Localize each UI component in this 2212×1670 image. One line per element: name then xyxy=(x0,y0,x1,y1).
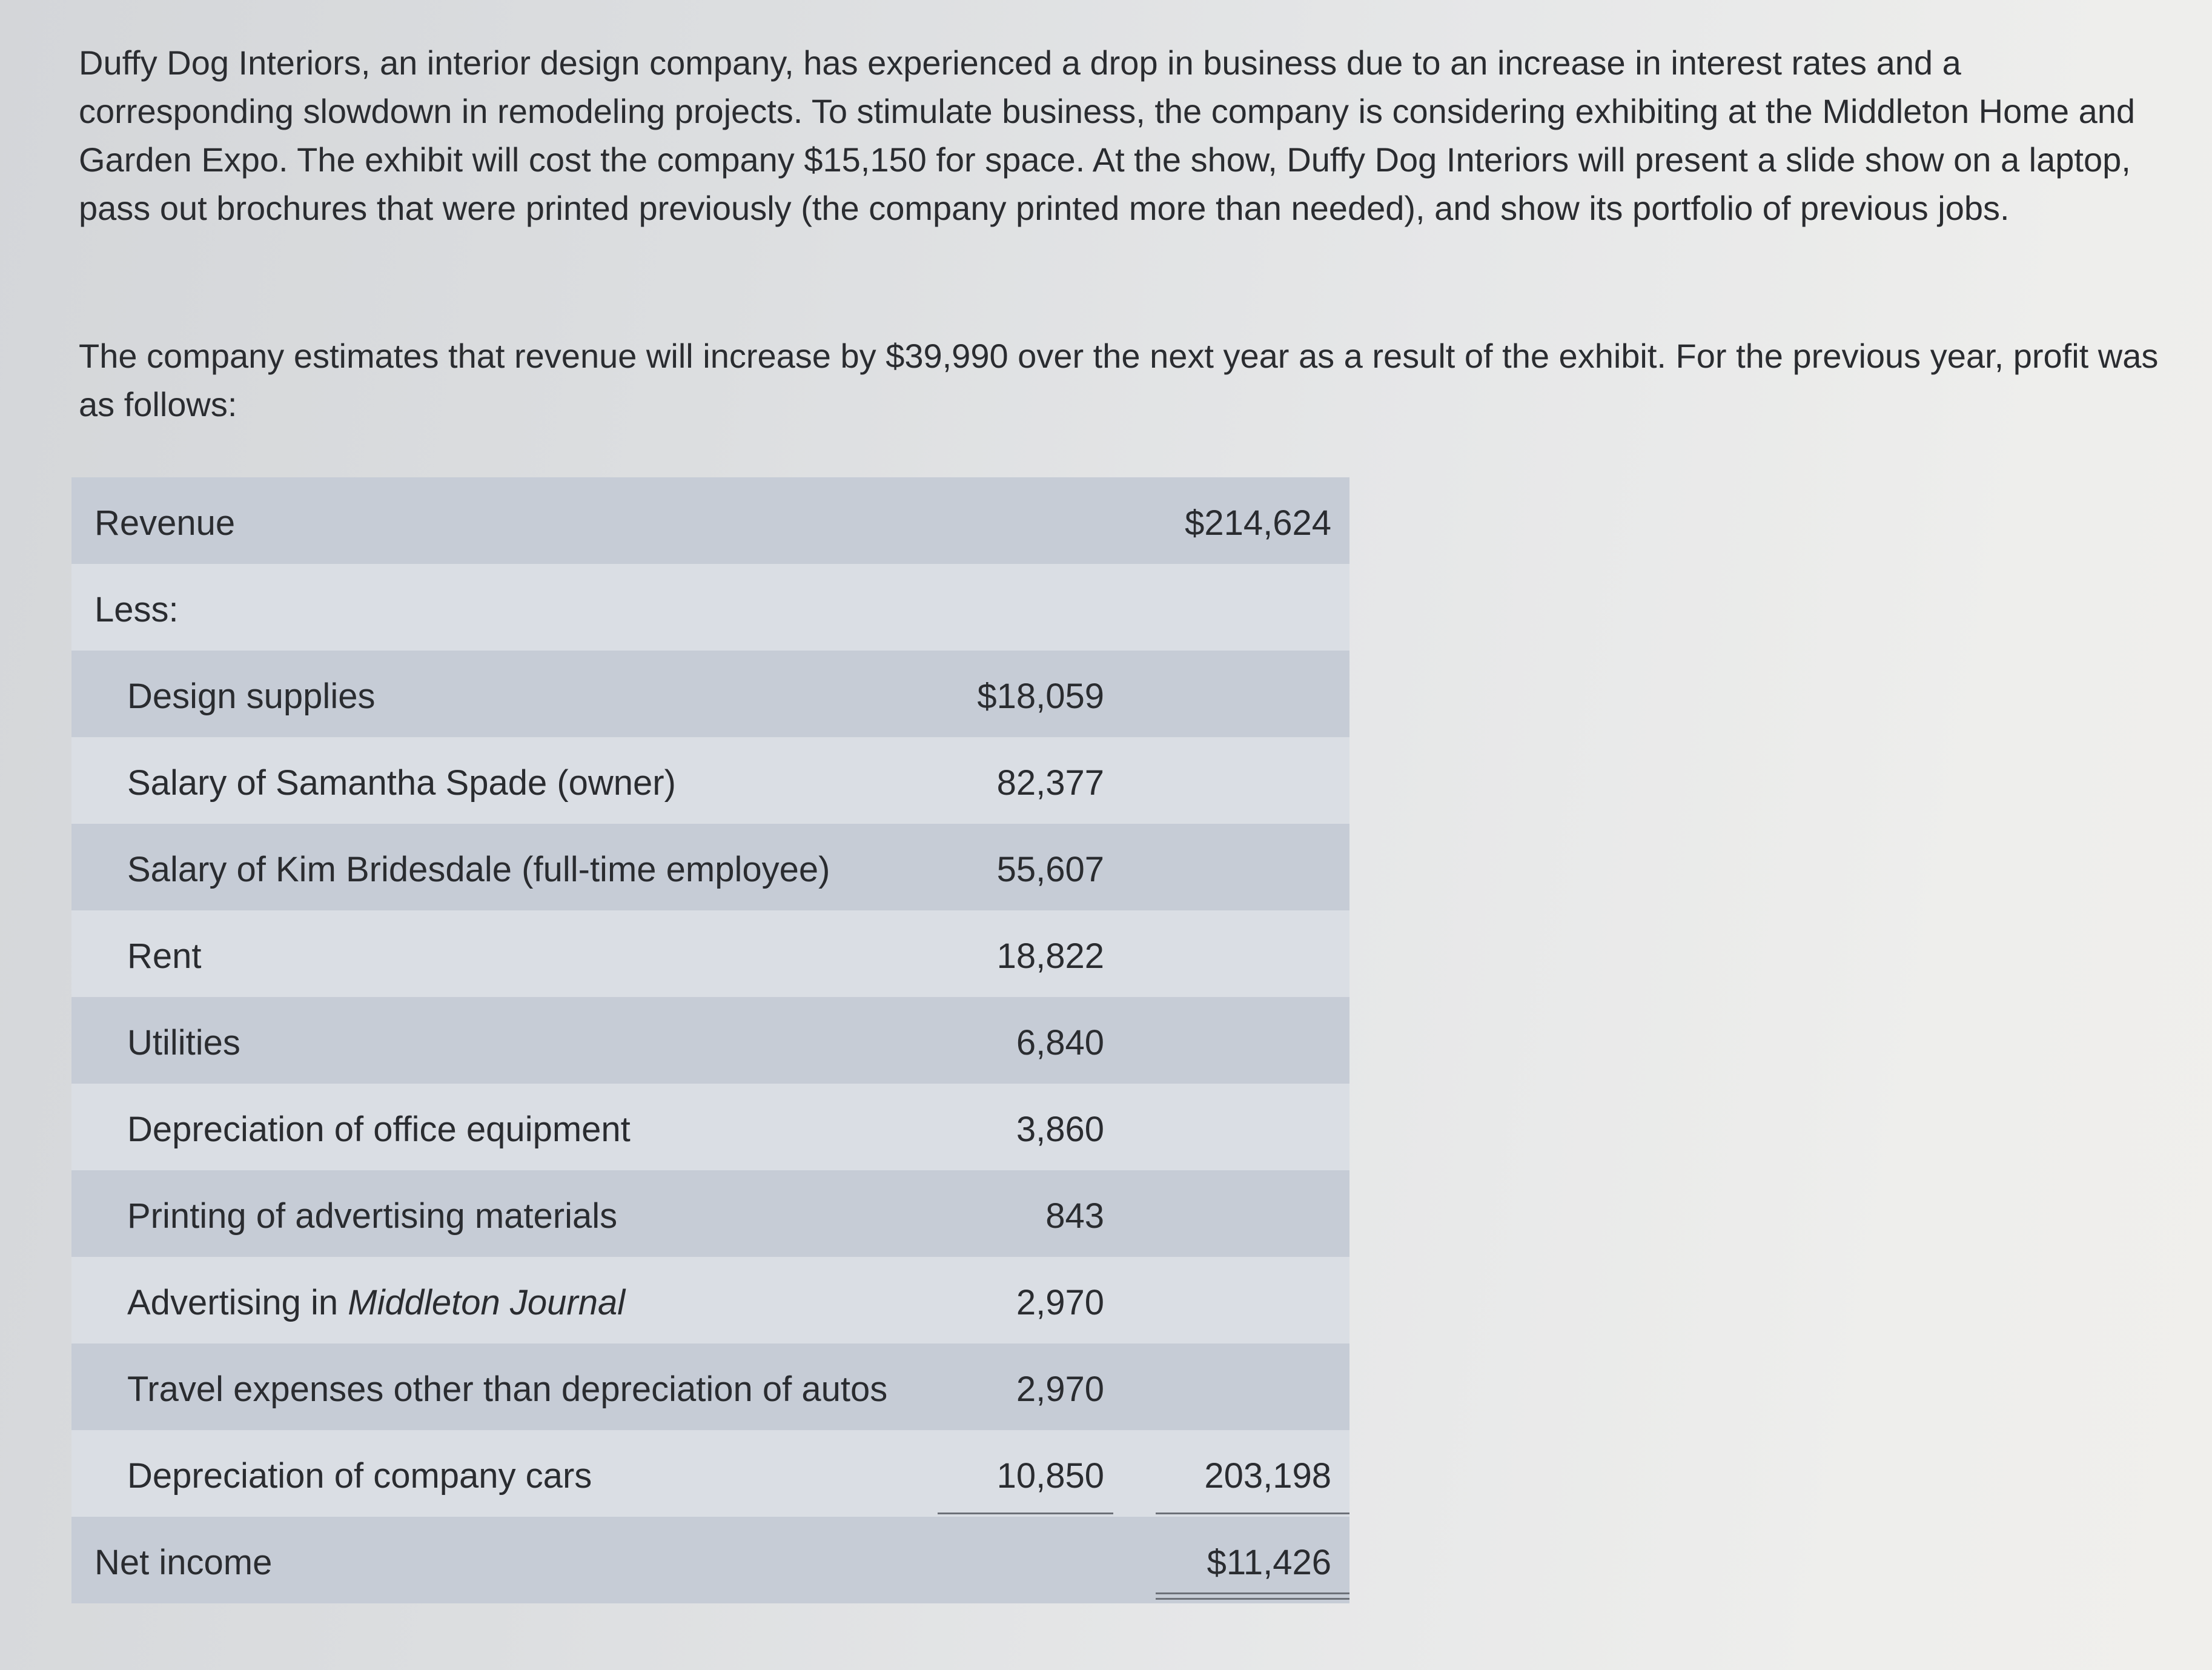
expense-label-prefix: Advertising in xyxy=(127,1283,348,1322)
expense-amount: 843 xyxy=(1045,1196,1104,1236)
expense-label-publication: Middleton Journal xyxy=(348,1283,626,1322)
expense-row xyxy=(71,997,1349,1084)
net-income-value: $11,426 xyxy=(1207,1543,1331,1582)
expense-label: Rent xyxy=(127,936,202,976)
expense-amount: 10,850 xyxy=(996,1456,1104,1496)
double-underline xyxy=(1156,1592,1349,1600)
expense-amount: 2,970 xyxy=(1016,1370,1104,1409)
expense-row xyxy=(71,910,1349,997)
expense-label: Depreciation of office equipment xyxy=(127,1110,631,1149)
expense-row xyxy=(71,1170,1349,1257)
expense-label: Design supplies xyxy=(127,677,376,716)
intro-paragraph-2: The company estimates that revenue will increase by $39,990 over the next year as a result of the exhibit. For the previous year, profit was as follows: xyxy=(79,337,2159,423)
revenue-label: Revenue xyxy=(94,503,236,543)
subtotal-rule xyxy=(938,1513,1113,1514)
expense-label: Travel expenses other than depreciation of autos xyxy=(127,1370,888,1409)
intro-paragraph-1: Duffy Dog Interiors, an interior design company, has experienced a drop in business due to an increase in interest rates and a corresponding slowdown in remodeling projects. To stimulate business, the company is considering exhibiting at the Middleton Home and Garden Expo. The exhibit will cost the company $15,150 for space. At the show, Duffy Dog Interiors will present a slide show on a laptop, pass out brochures that were printed previously (the company printed more than needed), and show its portfolio of previous jobs. xyxy=(79,44,2136,227)
expense-amount: 2,970 xyxy=(1016,1283,1104,1322)
expense-amount: 82,377 xyxy=(996,763,1104,803)
expense-row xyxy=(71,824,1349,910)
expense-label xyxy=(127,1282,625,1323)
total-rule xyxy=(1156,1513,1349,1514)
total-expenses: 203,198 xyxy=(1204,1456,1331,1496)
less-row xyxy=(71,564,1349,651)
income-statement-table xyxy=(71,477,1349,1603)
expense-amount: 6,840 xyxy=(1016,1023,1104,1062)
expense-amount: $18,059 xyxy=(977,677,1104,716)
expense-amount: 18,822 xyxy=(996,936,1104,976)
expense-label: Printing of advertising materials xyxy=(127,1196,618,1236)
expense-row xyxy=(71,737,1349,824)
expense-label: Salary of Samantha Spade (owner) xyxy=(127,763,676,803)
expense-amount: 3,860 xyxy=(1016,1110,1104,1149)
revenue-total: $214,624 xyxy=(1185,503,1331,543)
revenue-row xyxy=(71,477,1349,564)
expense-amount: 55,607 xyxy=(996,850,1104,889)
net-income-label: Net income xyxy=(94,1543,273,1582)
less-label: Less: xyxy=(94,590,179,629)
net-income-row xyxy=(71,1517,1349,1603)
expense-row xyxy=(71,1430,1349,1517)
expense-label: Salary of Kim Bridesdale (full-time employee) xyxy=(127,850,830,889)
expense-row xyxy=(71,1084,1349,1170)
expense-label: Utilities xyxy=(127,1023,240,1062)
expense-row xyxy=(71,651,1349,737)
expense-label: Depreciation of company cars xyxy=(127,1456,592,1496)
expense-row xyxy=(71,1257,1349,1344)
expense-row xyxy=(71,1344,1349,1430)
